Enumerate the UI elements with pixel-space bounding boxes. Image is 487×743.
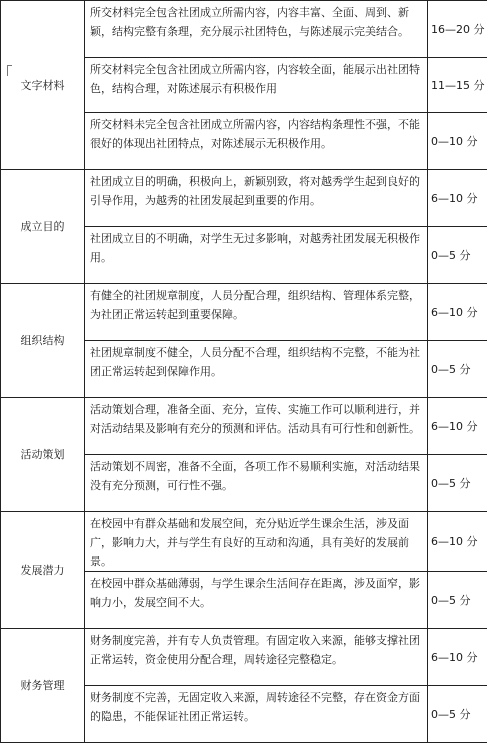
score-cell: 0—5 分 xyxy=(428,572,487,629)
category-cell: 文字材料 xyxy=(1,1,85,170)
table-row xyxy=(1,512,487,572)
table-row xyxy=(1,170,487,227)
category-cell: 成立目的 xyxy=(1,170,85,284)
description-cell: 财务制度不完善，无固定收入来源，周转途径不完整，存在资金方面的隐患，不能保证社团正常运转。 xyxy=(85,686,428,743)
table-row xyxy=(1,629,487,686)
description-cell: 所交材料未完全包含社团成立所需内容，内容结构条理性不强，不能很好的体现出社团特点，对陈述展示无积极作用。 xyxy=(85,113,428,170)
description-cell: 财务制度完善，并有专人负责管理。有固定收入来源，能够支撑社团正常运转，资金使用分配合理，周转途径完整稳定。 xyxy=(85,629,428,686)
description-cell: 社团成立目的不明确，对学生无过多影响，对越秀社团发展无积极作用。 xyxy=(85,227,428,284)
score-cell: 0—5 分 xyxy=(428,686,487,743)
category-cell: 组织结构 xyxy=(1,284,85,398)
category-cell: 活动策划 xyxy=(1,398,85,512)
description-cell: 活动策划不周密，准备不全面，各项工作不易顺利实施，对活动结果没有充分预测，可行性不强。 xyxy=(85,455,428,512)
score-cell: 6—10 分 xyxy=(428,512,487,572)
score-cell: 6—10 分 xyxy=(428,398,487,455)
description-cell: 在校园中群众基础薄弱，与学生课余生活间存在距离，涉及面窄，影响力小，发展空间不大。 xyxy=(85,572,428,629)
score-cell: 6—10 分 xyxy=(428,629,487,686)
score-cell: 0—5 分 xyxy=(428,341,487,398)
description-cell: 在校园中有群众基础和发展空间，充分贴近学生课余生活，涉及面广，影响力大，并与学生有良好的互动和沟通，具有美好的发展前景。 xyxy=(85,512,428,572)
description-cell: 有健全的社团规章制度，人员分配合理，组织结构、管理体系完整，为社团正常运转起到重要保障。 xyxy=(85,284,428,341)
score-cell: 0—5 分 xyxy=(428,455,487,512)
score-cell: 0—10 分 xyxy=(428,113,487,170)
category-cell: 财务管理 xyxy=(1,629,85,743)
description-cell: 社团规章制度不健全，人员分配不合理，组织结构不完整，不能为社团正常运转起到保障作用。 xyxy=(85,341,428,398)
table-row xyxy=(1,398,487,455)
score-cell: 0—5 分 xyxy=(428,227,487,284)
description-cell: 活动策划合理，准备全面、充分，宣传、实施工作可以顺利进行，并对活动结果及影响有充分的预测和评估。活动具有可行性和创新性。 xyxy=(85,398,428,455)
score-cell: 6—10 分 xyxy=(428,170,487,227)
table-row xyxy=(1,284,487,341)
score-cell: 11—15 分 xyxy=(428,58,487,113)
category-cell: 发展潜力 xyxy=(1,512,85,629)
description-cell: 所交材料完全包含社团成立所需内容，内容丰富、全面、周到、新颖，结构完整有条理，充分展示社团特色，与陈述展示完美结合。 xyxy=(85,1,428,58)
table-row xyxy=(1,1,487,58)
score-cell: 16—20 分 xyxy=(428,1,487,58)
score-cell: 6—10 分 xyxy=(428,284,487,341)
description-cell: 所交材料完全包含社团成立所需内容，内容较全面，能展示出社团特色，结构合理，对陈述展示有积极作用 xyxy=(85,58,428,113)
description-cell: 社团成立目的明确，积极向上，新颖别致，将对越秀学生起到良好的引导作用，为越秀的社团发展起到重要的作用。 xyxy=(85,170,428,227)
